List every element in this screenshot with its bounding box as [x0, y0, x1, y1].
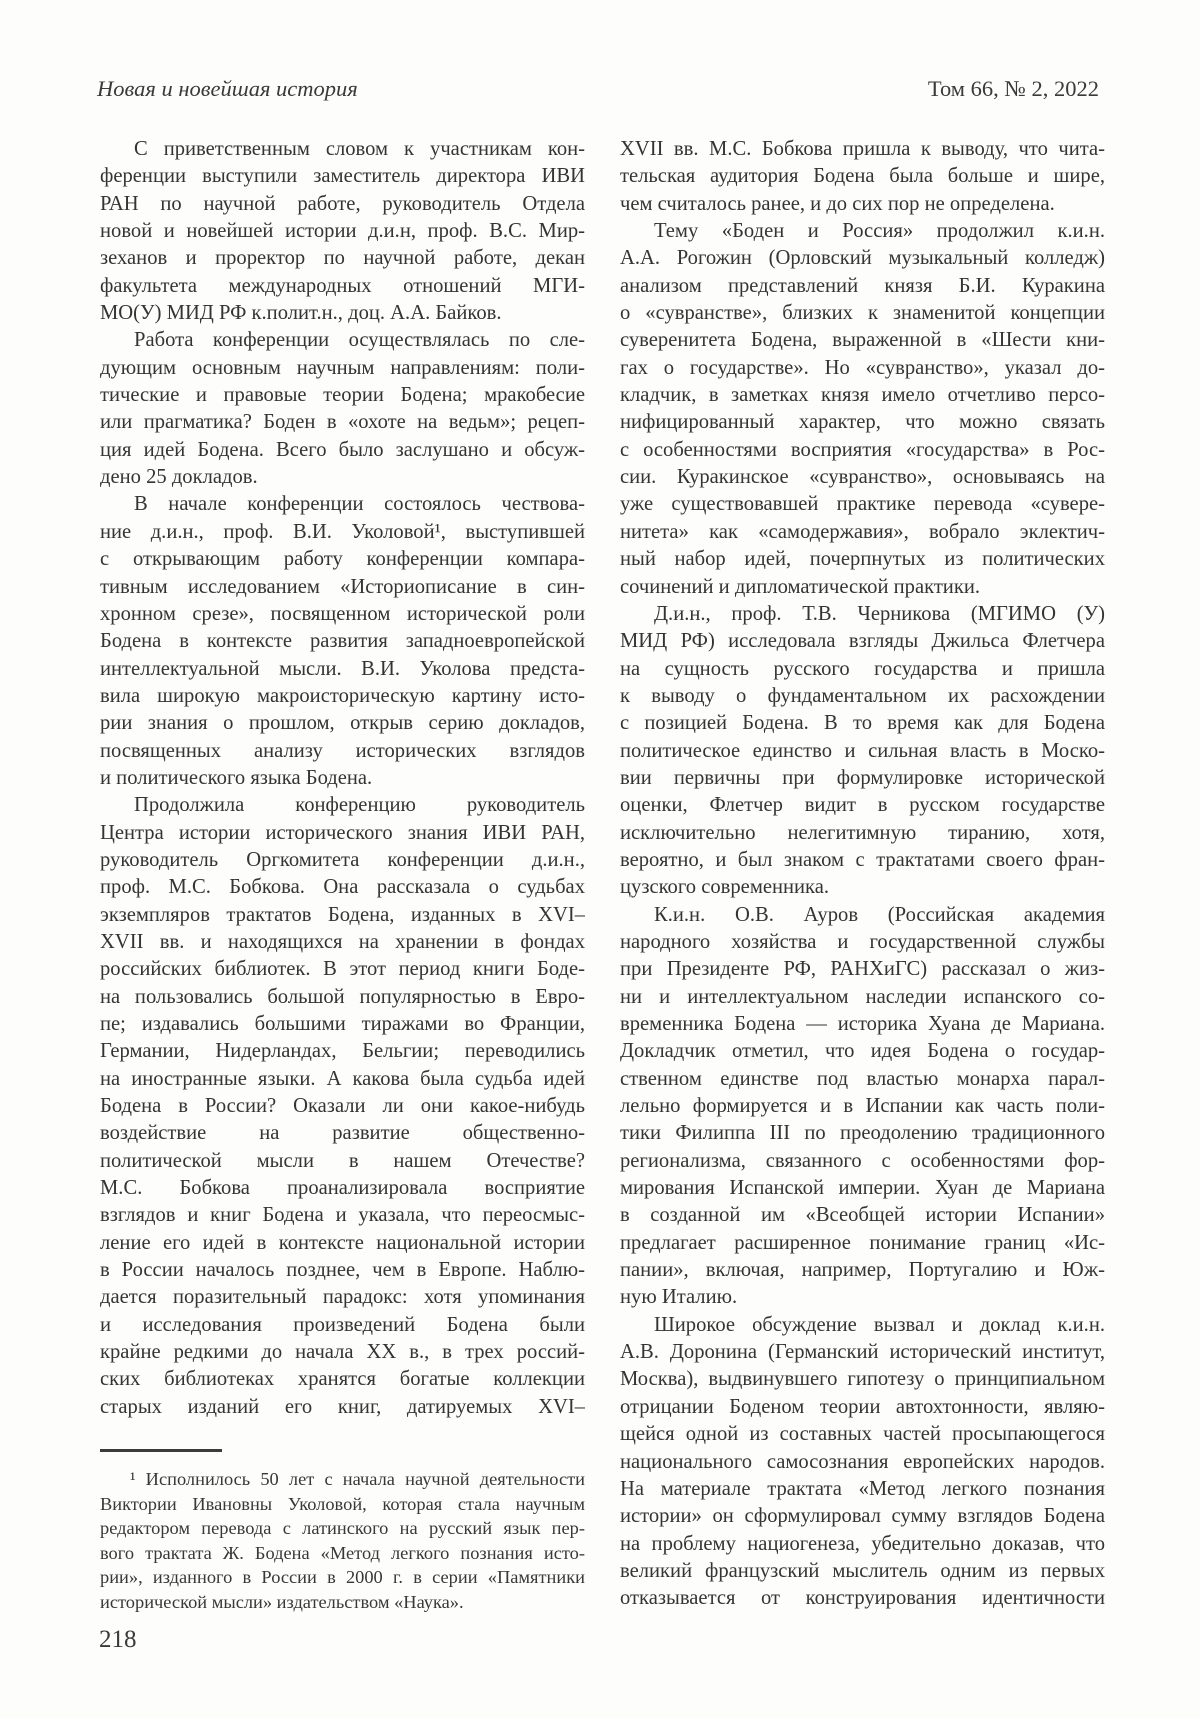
text-line: ни и интеллектуальном наследии испанского со- — [620, 985, 1105, 1008]
text-line: Широкое обсуждение вызвал и доклад к.и.н. — [654, 1313, 1105, 1336]
text-line: ние д.и.н., проф. В.И. Уколовой¹, выступившей — [100, 520, 585, 543]
text-line: ственном единстве под властью монарха парал- — [620, 1067, 1105, 1090]
text-line: факультета международных отношений МГИ- — [100, 274, 585, 297]
text-line: новой и новейшей истории д.и.н, проф. В.С. Мир- — [100, 220, 585, 243]
text-line: Центра истории исторического знания ИВИ РАН, — [100, 821, 585, 844]
paragraph — [100, 491, 585, 792]
text-line: старых изданий его книг, датируемых XVI– — [100, 1395, 585, 1418]
text-line: сочинений и дипломатической практики. — [620, 575, 981, 598]
text-line: А.В. Доронина (Германский исторический институт, — [620, 1341, 1105, 1364]
text-line: анализом представлений князя Б.И. Куракина — [620, 274, 1105, 297]
volume-issue-info: Том 66, № 2, 2022 — [927, 76, 1099, 101]
text-line: тики Филиппа III по преодолению традиционного — [620, 1122, 1105, 1145]
text-line: отрицании Боденом теории автохтонности, являю- — [620, 1395, 1105, 1418]
text-line: нифицированный характер, что можно связать — [620, 411, 1105, 434]
text-line: и политического языка Бодена. — [100, 766, 373, 789]
text-line: МО(У) МИД РФ к.полит.н., доц. А.А. Байков. — [100, 302, 502, 325]
text-line: тельская аудитория Бодена была больше и шире, — [620, 165, 1105, 188]
text-line: Германии, Нидерландах, Бельгии; переводились — [100, 1040, 585, 1063]
article-body — [100, 136, 1105, 1613]
text-line: лельно формируется и в Испании как часть поли- — [620, 1095, 1105, 1118]
paragraph — [100, 1467, 585, 1615]
text-line: ференции выступили заместитель директора ИВИ — [100, 165, 585, 188]
text-line: с позицией Бодена. В то время как для Бодена — [620, 712, 1105, 735]
text-line: ция идей Бодена. Всего было заслушано и обсуж- — [100, 438, 585, 461]
text-line: дается поразительный парадокс: хотя упоминания — [100, 1286, 585, 1309]
text-line: дующим основным научным направлениям: поли- — [100, 356, 585, 379]
text-line: XVII вв. и находящихся на хранении в фондах — [100, 930, 585, 953]
text-line: А.А. Рогожин (Орловский музыкальный колледж) — [620, 247, 1105, 270]
text-line: чем считалось ранее, и до сих пор не определена. — [620, 192, 1055, 215]
text-line: или прагматика? Боден в «охоте на ведьм»; рецеп- — [100, 411, 585, 434]
text-line: посвященных анализу исторических взглядов — [100, 739, 585, 762]
text-line: исключительно нелегитимную тиранию, хотя, — [620, 821, 1105, 844]
text-line: тические и правовые теории Бодена; мракобесие — [100, 384, 585, 407]
paragraph — [620, 136, 1105, 218]
text-line: вероятно, и был знаком с трактатами своего фран- — [620, 848, 1105, 871]
text-line: Виктории Ивановны Уколовой, которая стала научным — [100, 1493, 585, 1514]
text-line: сии. Куракинское «сувранство», основываясь на — [620, 466, 1105, 489]
text-line: В начале конференции состоялось чествова- — [134, 493, 585, 516]
text-line: Д.и.н., проф. Т.В. Черникова (МГИМО (У) — [654, 602, 1105, 625]
text-line: вии первичны при формулировке исторической — [620, 766, 1105, 789]
text-line: пе; издавались большими тиражами во Франции, — [100, 1013, 585, 1035]
text-line: о «сувранстве», близких к знаменитой концепции — [620, 302, 1105, 325]
text-line: ление его идей в контексте национальной истории — [100, 1231, 585, 1254]
text-line: нитета» как «самодержавия», вобрало эклектич- — [620, 520, 1105, 543]
text-line: Продолжила конференцию руководитель — [134, 794, 585, 817]
text-line: временника Бодена — историка Хуана де Мариана. — [620, 1013, 1105, 1035]
text-line: МИД РФ) исследовала взгляды Джильса Флетчера — [620, 630, 1105, 653]
text-line: хронном срезе», посвященном исторической роли — [100, 602, 585, 625]
text-line: На материале трактата «Метод легкого познания — [620, 1477, 1105, 1500]
paragraph — [100, 136, 585, 327]
paragraph — [100, 792, 585, 1421]
text-line: российских библиотек. В этот период книги Боде- — [100, 958, 585, 981]
text-line: отказывается от конструирования идентичности — [620, 1587, 1105, 1610]
text-line: РАН по научной работе, руководитель Отдела — [100, 192, 585, 215]
text-line: регионализма, связанного с особенностями фор- — [620, 1149, 1105, 1172]
text-line: к выводу о фундаментальном их расхождении — [620, 684, 1105, 707]
text-line: вого трактата Ж. Бодена «Метод легкого познания исто- — [100, 1542, 585, 1563]
text-line: гах о государстве». Но «сувранство», указал до- — [620, 356, 1105, 379]
text-line: ную Италию. — [620, 1286, 738, 1309]
text-line: уже существовавшей практике перевода «сувере- — [620, 493, 1105, 516]
text-line: на проблему нациогенеза, убедительно доказав, что — [620, 1532, 1105, 1555]
text-line: XVII вв. М.С. Бобкова пришла к выводу, что чита- — [620, 138, 1105, 160]
page-number: 218 — [99, 1626, 137, 1653]
text-line: пании», включая, например, Португалию и Юж- — [620, 1259, 1105, 1282]
paragraph — [620, 218, 1105, 601]
paragraph — [100, 327, 585, 491]
text-line: воздействие на развитие общественно- — [100, 1122, 585, 1145]
text-line: великий французский мыслитель одним из первых — [620, 1559, 1105, 1582]
text-line: с открывающим работу конференции компара- — [100, 548, 585, 571]
text-line: и исследования произведений Бодена были — [100, 1313, 585, 1336]
text-line: Докладчик отметил, что идея Бодена о государ- — [620, 1040, 1105, 1063]
running-header — [97, 76, 1099, 102]
text-line: оценки, Флетчер видит в русском государстве — [620, 794, 1105, 817]
text-line: при Президенте РФ, РАНХиГС) рассказал о жиз- — [620, 958, 1105, 981]
text-line: К.и.н. О.В. Ауров (Российская академия — [654, 903, 1105, 926]
text-line: Тему «Боден и Россия» продолжил к.и.н. — [654, 220, 1105, 243]
text-line: редактором перевода с латинского на русский язык пер- — [100, 1518, 585, 1539]
paragraph — [620, 902, 1105, 1312]
footnote — [100, 1467, 585, 1615]
text-line: предлагает расширенное понимание границ «Ис- — [620, 1231, 1105, 1254]
text-line: щейся одной из составных частей просыпающегося — [620, 1423, 1105, 1446]
journal-title: Новая и новейшая история — [97, 76, 358, 101]
text-line: политическое единство и сильная власть в Моско- — [620, 739, 1105, 762]
text-line: суверенитета Бодена, выраженной в «Шести кни- — [620, 329, 1105, 352]
paragraph — [620, 601, 1105, 902]
text-line: руководитель Оргкомитета конференции д.и.н., — [100, 848, 585, 871]
text-line: цузского современника. — [620, 876, 830, 899]
text-line: с особенностями восприятия «государства» в Рос- — [620, 438, 1105, 461]
left-column — [100, 136, 585, 1613]
paragraph — [620, 1312, 1105, 1613]
text-line: Работа конференции осуществлялась по сле- — [134, 329, 585, 352]
text-line: проф. М.С. Бобкова. Она рассказала о судьбах — [100, 876, 585, 899]
text-line: крайне редкими до начала XX в., в трех россий- — [100, 1341, 585, 1364]
text-line: на иностранные языки. А какова была судьба идей — [100, 1067, 585, 1090]
text-line: дено 25 докладов. — [100, 466, 258, 489]
text-line: ¹ Исполнилось 50 лет с начала научной деятельности — [130, 1469, 585, 1489]
text-line: кладчик, в заметках князя имело отчетливо персо- — [620, 384, 1105, 407]
text-line: Москва), выдвинувшего гипотезу о принципиальном — [620, 1368, 1105, 1391]
text-line: в России началось позднее, чем в Европе. Наблю- — [100, 1259, 585, 1282]
footnote-separator-rule — [100, 1449, 222, 1452]
text-line: тивным исследованием «Историописание в син- — [100, 575, 585, 598]
right-column — [620, 136, 1105, 1613]
text-line: взглядов и книг Бодена и указала, что переосмыс- — [100, 1204, 585, 1227]
text-line: на пользовались большой популярностью в Евро- — [100, 985, 585, 1008]
text-line: Бодена в России? Оказали ли они какое-нибудь — [100, 1095, 585, 1118]
text-line: народного хозяйства и государственной службы — [620, 930, 1105, 953]
text-line: зеханов и проректор по научной работе, декан — [100, 247, 585, 270]
text-line: мирования Испанской империи. Хуан де Мариана — [620, 1177, 1105, 1200]
text-line: ских библиотеках хранятся богатые коллекции — [100, 1368, 585, 1391]
text-line: вила широкую макроисторическую картину исто- — [100, 684, 585, 707]
text-line: С приветственным словом к участникам кон- — [134, 138, 585, 160]
text-line: в созданной им «Всеобщей истории Испании» — [620, 1204, 1105, 1227]
text-line: Бодена в контексте развития западноевропейской — [100, 630, 585, 653]
text-line: рии», изданного в России в 2000 г. в серии «Памятники — [100, 1567, 585, 1588]
text-line: интеллектуальной мысли. В.И. Уколова предста- — [100, 657, 585, 680]
text-line: исторической мысли» издательством «Наука». — [100, 1591, 464, 1612]
text-line: рии знания о прошлом, открыв серию докладов, — [100, 712, 585, 735]
text-line: истории» он сформулировал сумму взглядов Бодена — [620, 1505, 1105, 1528]
text-line: национального самосознания европейских народов. — [620, 1450, 1105, 1473]
text-line: экземпляров трактатов Бодена, изданных в XVI– — [100, 903, 585, 926]
text-line: политической мысли в нашем Отечестве? — [100, 1149, 585, 1172]
text-line: на сущность русского государства и пришла — [620, 657, 1105, 680]
text-line: М.С. Бобкова проанализировала восприятие — [100, 1177, 585, 1200]
text-line: ный набор идей, почерпнутых из политических — [620, 548, 1105, 571]
